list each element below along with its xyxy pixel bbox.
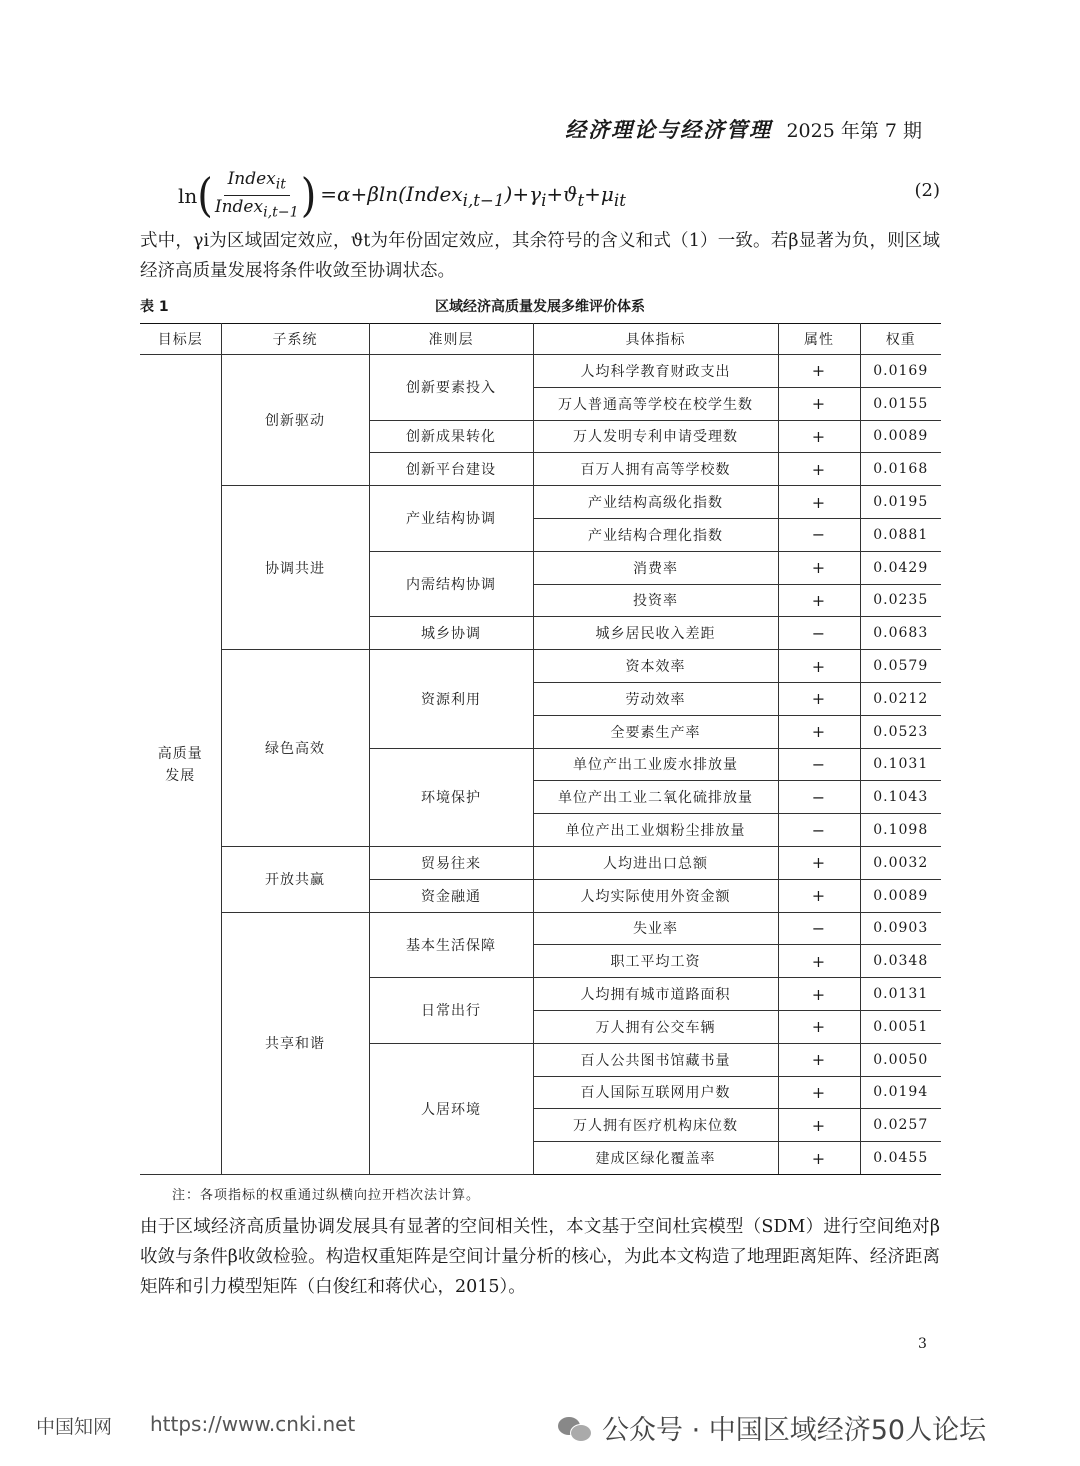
subsystem-cell: 开放共赢 bbox=[221, 846, 369, 912]
criteria-cell: 人居环境 bbox=[369, 1043, 533, 1174]
table-row bbox=[140, 912, 941, 945]
criteria-cell: 资源利用 bbox=[369, 650, 533, 748]
attribute-cell: + bbox=[778, 650, 860, 683]
attribute-cell: + bbox=[778, 486, 860, 519]
criteria-cell: 内需结构协调 bbox=[369, 551, 533, 617]
table-row bbox=[140, 355, 941, 388]
table-body bbox=[140, 355, 941, 1175]
attribute-cell: + bbox=[778, 846, 860, 879]
criteria-cell: 创新成果转化 bbox=[369, 420, 533, 453]
criteria-cell: 环境保护 bbox=[369, 748, 533, 846]
table-row bbox=[140, 486, 941, 519]
attribute-cell: − bbox=[778, 781, 860, 814]
criteria-cell: 贸易往来 bbox=[369, 846, 533, 879]
table-title: 区域经济高质量发展多维评价体系 bbox=[435, 299, 645, 315]
attribute-cell: − bbox=[778, 814, 860, 847]
header-subsystem: 子系统 bbox=[221, 324, 369, 355]
indicator-cell: 产业结构合理化指数 bbox=[533, 518, 778, 551]
equation-number: (2) bbox=[914, 180, 940, 201]
indicator-cell: 建成区绿化覆盖率 bbox=[533, 1142, 778, 1175]
table-header-row bbox=[140, 324, 941, 355]
indicator-cell: 资本效率 bbox=[533, 650, 778, 683]
header-weight: 权重 bbox=[860, 324, 941, 355]
wechat-account bbox=[558, 1408, 986, 1447]
attribute-cell: + bbox=[778, 1010, 860, 1043]
attribute-cell: + bbox=[778, 584, 860, 617]
weight-cell: 0.0194 bbox=[860, 1076, 941, 1109]
header-indicator: 具体指标 bbox=[533, 324, 778, 355]
subsystem-cell: 共享和谐 bbox=[221, 912, 369, 1174]
goal-cell: 高质量 发展 bbox=[140, 355, 221, 1175]
indicator-cell: 消费率 bbox=[533, 551, 778, 584]
weight-cell: 0.0455 bbox=[860, 1142, 941, 1175]
attribute-cell: + bbox=[778, 978, 860, 1011]
attribute-cell: + bbox=[778, 1109, 860, 1142]
attribute-cell: − bbox=[778, 617, 860, 650]
attribute-cell: + bbox=[778, 945, 860, 978]
weight-cell: 0.0195 bbox=[860, 486, 941, 519]
indicator-cell: 百人国际互联网用户数 bbox=[533, 1076, 778, 1109]
attribute-cell: + bbox=[778, 551, 860, 584]
indicator-cell: 百人公共图书馆藏书量 bbox=[533, 1043, 778, 1076]
weight-cell: 0.0155 bbox=[860, 387, 941, 420]
attribute-cell: + bbox=[778, 879, 860, 912]
indicator-cell: 百万人拥有高等学校数 bbox=[533, 453, 778, 486]
wechat-icon bbox=[558, 1415, 592, 1441]
criteria-cell: 日常出行 bbox=[369, 978, 533, 1044]
cnki-url: https://www.cnki.net bbox=[150, 1412, 356, 1436]
attribute-cell: + bbox=[778, 453, 860, 486]
weight-cell: 0.0903 bbox=[860, 912, 941, 945]
journal-name: 经济理论与经济管理 bbox=[565, 117, 773, 142]
indicator-cell: 万人普通高等学校在校学生数 bbox=[533, 387, 778, 420]
weight-cell: 0.0032 bbox=[860, 846, 941, 879]
paragraph-2: 由于区域经济高质量协调发展具有显著的空间相关性，本文基于空间杜宾模型（SDM）进行空间绝对β收敛与条件β收敛检验。构造权重矩阵是空间计量分析的核心，为此本文构造了地理距离矩阵、经济距离矩阵和引力模型矩阵（白俊红和蒋伏心，2015）。 bbox=[140, 1217, 940, 1297]
weight-cell: 0.0235 bbox=[860, 584, 941, 617]
weight-cell: 0.0168 bbox=[860, 453, 941, 486]
eq-rhs: $=\alpha+\beta\ln(Index_{i,t-1})+\gamma_i+ϑ_t+\mu_{it}$ bbox=[320, 181, 626, 210]
indicator-cell: 单位产出工业二氧化硫排放量 bbox=[533, 781, 778, 814]
header-goal: 目标层 bbox=[140, 324, 221, 355]
weight-cell: 0.1031 bbox=[860, 748, 941, 781]
indicator-cell: 城乡居民收入差距 bbox=[533, 617, 778, 650]
indicator-cell: 人均拥有城市道路面积 bbox=[533, 978, 778, 1011]
eq-ln: ln bbox=[178, 183, 198, 208]
journal-issue: 2025 年第 7 期 bbox=[786, 120, 922, 142]
weight-cell: 0.0212 bbox=[860, 682, 941, 715]
weight-cell: 0.0089 bbox=[860, 879, 941, 912]
indicator-cell: 万人拥有公交车辆 bbox=[533, 1010, 778, 1043]
criteria-cell: 创新要素投入 bbox=[369, 355, 533, 421]
indicator-cell: 单位产出工业烟粉尘排放量 bbox=[533, 814, 778, 847]
criteria-cell: 基本生活保障 bbox=[369, 912, 533, 978]
subsystem-cell: 协调共进 bbox=[221, 486, 369, 650]
attribute-cell: − bbox=[778, 748, 860, 781]
indicator-cell: 人均实际使用外资金额 bbox=[533, 879, 778, 912]
indicator-cell: 失业率 bbox=[533, 912, 778, 945]
weight-cell: 0.0169 bbox=[860, 355, 941, 388]
weight-cell: 0.0523 bbox=[860, 715, 941, 748]
weight-cell: 0.1043 bbox=[860, 781, 941, 814]
attribute-cell: − bbox=[778, 912, 860, 945]
subsystem-cell: 绿色高效 bbox=[221, 650, 369, 847]
subsystem-cell: 创新驱动 bbox=[221, 355, 369, 486]
criteria-cell: 创新平台建设 bbox=[369, 453, 533, 486]
footer-watermark bbox=[0, 1408, 1080, 1448]
criteria-cell: 资金融通 bbox=[369, 879, 533, 912]
indicator-cell: 万人发明专利申请受理数 bbox=[533, 420, 778, 453]
weight-cell: 0.0348 bbox=[860, 945, 941, 978]
weight-cell: 0.0089 bbox=[860, 420, 941, 453]
indicator-cell: 人均科学教育财政支出 bbox=[533, 355, 778, 388]
attribute-cell: + bbox=[778, 715, 860, 748]
indicator-cell: 万人拥有医疗机构床位数 bbox=[533, 1109, 778, 1142]
weight-cell: 0.0429 bbox=[860, 551, 941, 584]
weight-cell: 0.0257 bbox=[860, 1109, 941, 1142]
header-criteria: 准则层 bbox=[369, 324, 533, 355]
table-row bbox=[140, 846, 941, 879]
weight-cell: 0.0131 bbox=[860, 978, 941, 1011]
wechat-account-label: 公众号 · 中国区域经济50人论坛 bbox=[602, 1415, 987, 1446]
indicator-cell: 产业结构高级化指数 bbox=[533, 486, 778, 519]
indicator-cell: 单位产出工业废水排放量 bbox=[533, 748, 778, 781]
indicator-cell: 投资率 bbox=[533, 584, 778, 617]
indicator-cell: 全要素生产率 bbox=[533, 715, 778, 748]
eq-fraction: $\frac{Index_{it}}{Index_{i,t-1}}$ bbox=[214, 169, 299, 221]
table-row bbox=[140, 650, 941, 683]
weight-cell: 0.0683 bbox=[860, 617, 941, 650]
attribute-cell: − bbox=[778, 518, 860, 551]
criteria-cell: 产业结构协调 bbox=[369, 486, 533, 552]
indicator-cell: 劳动效率 bbox=[533, 682, 778, 715]
criteria-cell: 城乡协调 bbox=[369, 617, 533, 650]
attribute-cell: + bbox=[778, 420, 860, 453]
evaluation-table bbox=[140, 323, 941, 1175]
weight-cell: 0.0881 bbox=[860, 518, 941, 551]
attribute-cell: + bbox=[778, 387, 860, 420]
weight-cell: 0.0579 bbox=[860, 650, 941, 683]
attribute-cell: + bbox=[778, 355, 860, 388]
attribute-cell: + bbox=[778, 1043, 860, 1076]
weight-cell: 0.0050 bbox=[860, 1043, 941, 1076]
weight-cell: 0.0051 bbox=[860, 1010, 941, 1043]
page-number: 3 bbox=[918, 1336, 927, 1352]
cnki-label: 中国知网 bbox=[36, 1416, 113, 1438]
equation-2: ln ( $\frac{Index_{it}}{Index_{i,t-1}}$ ) $=\alpha+\beta\ln(Index_{i,t-1})+\gamma_i+ϑ_t+\mu_{it}$ bbox=[178, 169, 626, 223]
table-label: 表 1 bbox=[140, 299, 169, 315]
journal-header bbox=[565, 114, 922, 144]
table-note: 注：各项指标的权重通过纵横向拉开档次法计算。 bbox=[172, 1188, 481, 1203]
indicator-cell: 职工平均工资 bbox=[533, 945, 778, 978]
attribute-cell: + bbox=[778, 1076, 860, 1109]
indicator-cell: 人均进出口总额 bbox=[533, 846, 778, 879]
attribute-cell: + bbox=[778, 1142, 860, 1175]
attribute-cell: + bbox=[778, 682, 860, 715]
paragraph-1: 式中，γi为区域固定效应，ϑt为年份固定效应，其余符号的含义和式（1）一致。若β显著为负，则区域经济高质量发展将条件收敛至协调状态。 bbox=[140, 231, 940, 281]
weight-cell: 0.1098 bbox=[860, 814, 941, 847]
header-attribute: 属性 bbox=[778, 324, 860, 355]
